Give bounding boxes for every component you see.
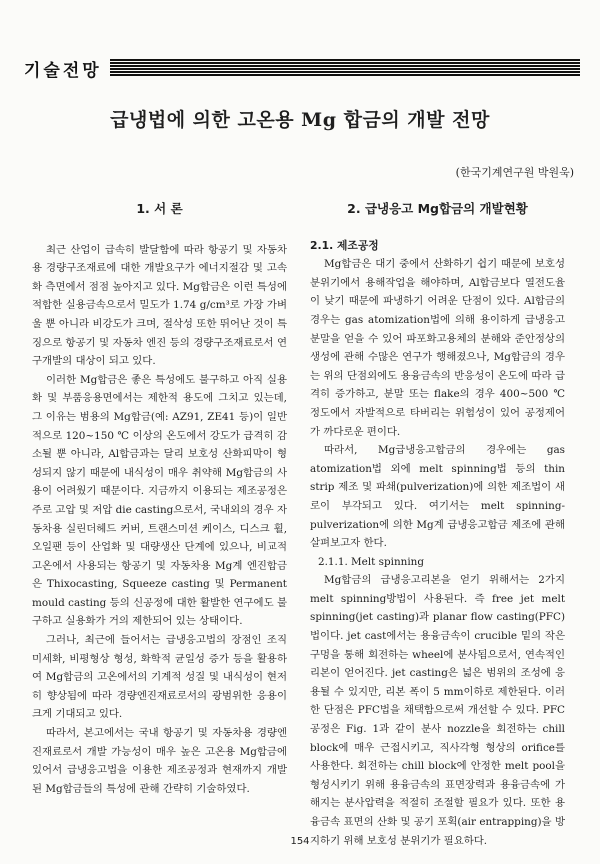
left-column — [32, 200, 287, 798]
paragraph: Mg합금의 급냉응고리본을 얻기 위해서는 2가지 melt spinning방법이 사용된다. 즉 free jet melt spinning(jet casting)과 planar flow casting(PFC)법이다. jet cast에서는 용융금속이 crucible 밑의 작은 구멍을 통해 회전하는 wheel에 분사됨으로서, 연속적인 리본이 얻어진다. jet casting은 넓은 범위의 조성에 응용될 수 있지만, 리본 폭이 5 mm이하로 제한된다. 이러한 단점은 PFC법을 채택함으로써 개선할 수 있다. PFC공정은 Fig. 1과 같이 분사 nozzle을 회전하는 chill block에 매우 근접시키고, 직사각형 형상의 orifice를 사용한다. 회전하는 chill block에 안정한 melt pool을 형성시키기 위해 용융금속의 표면장력과 용융금속에 가해지는 분사압력을 적절히 조절할 필요가 있다. 또한 용융금속 표면의 산화 및 공기 포획(air entrapping)을 방지하기 위해 보호성 분위기가 필요하다. — [310, 574, 565, 847]
subsubsection-heading: 2.1.1. Melt spinning — [318, 555, 424, 568]
paragraph: 그러나, 최근에 들어서는 급냉응고법의 장점인 조직 미세화, 비평형상 형성, 화학적 균일성 증가 등을 활용하여 Mg합금의 고온에서의 기계적 성질 및 내식성이 현저히 향상됨에 따라 경량엔진재료로서의 광범위한 응용이 크게 기대되고 있다. — [32, 634, 287, 721]
article-title: 급냉법에 의한 고온용 Mg 합금의 개발 전망 — [110, 109, 490, 131]
section-header — [0, 56, 600, 80]
section-label: 기술전망 — [24, 60, 102, 81]
paragraph: 따라서, 본고에서는 국내 항공기 및 자동차용 경량엔진재료로서 개발 가능성이 매우 높은 고온용 Mg합금에 있어서 급냉응고법을 이용한 제조공정과 현재까지 개발된 Mg합금들의 특성에 관해 간략히 기술하였다. — [32, 727, 287, 795]
subsection-heading: 2.1. 제조공정 — [310, 238, 379, 252]
paragraph: 따라서, Mg급냉응고합금의 경우에는 gas atomization법 외에 melt spinning법 등의 thin strip 제조 및 파쇄(pulverization)에 의한 제조법이 새로이 부각되고 있다. 여기서는 melt spinning-pulverization에 의한 Mg계 급냉응고합금 제조에 관해 살펴보고자 한다. — [310, 444, 565, 550]
section-heading-intro: 1. 서 론 — [136, 201, 183, 216]
author-affiliation: (한국기계연구원 박원욱) — [455, 166, 574, 179]
paragraph: 이러한 Mg합금은 좋은 특성에도 불구하고 아직 실용화 및 부품응용면에서는 제한적 용도에 그치고 있는데, 그 이유는 범용의 Mg합금(예: AZ91, ZE41 등)이 일반적으로 120~150 ℃ 이상의 온도에서 강도가 급격히 감소될 뿐 아니라, Al합금과는 달리 보호성 산화피막이 형성되지 않기 때문에 내식성이 매우 취약해 Mg합금의 사용이 어려웠기 때문이다. 지금까지 이용되는 제조공정은 주로 고압 및 저압 die casting으로서, 국내외의 경우 자동차용 실린더헤드 커버, 트랜스미션 케이스, 디스크 휠, 오일팬 등이 산업화 및 대량생산 단계에 있으나, 비교적 고온에서 사용되는 항공기 및 자동차용 Mg계 엔진합금은 Thixocasting, Squeeze casting 및 Permanent mould casting 등의 신공정에 대한 활발한 연구에도 불구하고 실용화가 거의 제한되어 있는 상태이다. — [32, 373, 287, 628]
right-column — [310, 200, 565, 850]
page-number: 154 — [290, 836, 310, 847]
paragraph: Mg합금은 대기 중에서 산화하기 쉽기 때문에 보호성 분위기에서 용해작업을 해야하며, Al합금보다 열전도율이 낮기 때문에 파냉하기 어려운 단점이 있다. Al합금의 경우는 gas atomization법에 의해 용이하게 급냉응고분말을 얻을 수 있어 파포화고용체의 분해와 준안정상의 생성에 관해 수많은 연구가 행해졌으나, Mg합금의 경우는 위의 단점외에도 용융금속의 반응성이 온도에 따라 급격히 증가하고, 분말 또는 flake의 경우 400~500 ℃ 정도에서 자발적으로 타버리는 위험성이 있어 공정제어가 까다로운 편이다. — [310, 258, 565, 438]
section-heading-status: 2. 급냉응고 Mg합금의 개발현황 — [347, 201, 528, 216]
header-rule — [110, 59, 580, 77]
paragraph: 최근 산업이 급속히 발달함에 따라 항공기 및 자동차용 경량구조재료에 대한 개발요구가 에너지절감 및 고속화 측면에서 점점 높아지고 있다. Mg합금은 이런 특성에 적합한 실용금속으로서 밀도가 1.74 g/cm³로 가장 가벼울 뿐 아니라 비강도가 크며, 절삭성 또한 뛰어난 것이 특징으로 항공기 및 자동차 엔진 등의 경량구조재료로서 연구개발의 대상이 되고 있다. — [32, 243, 287, 368]
